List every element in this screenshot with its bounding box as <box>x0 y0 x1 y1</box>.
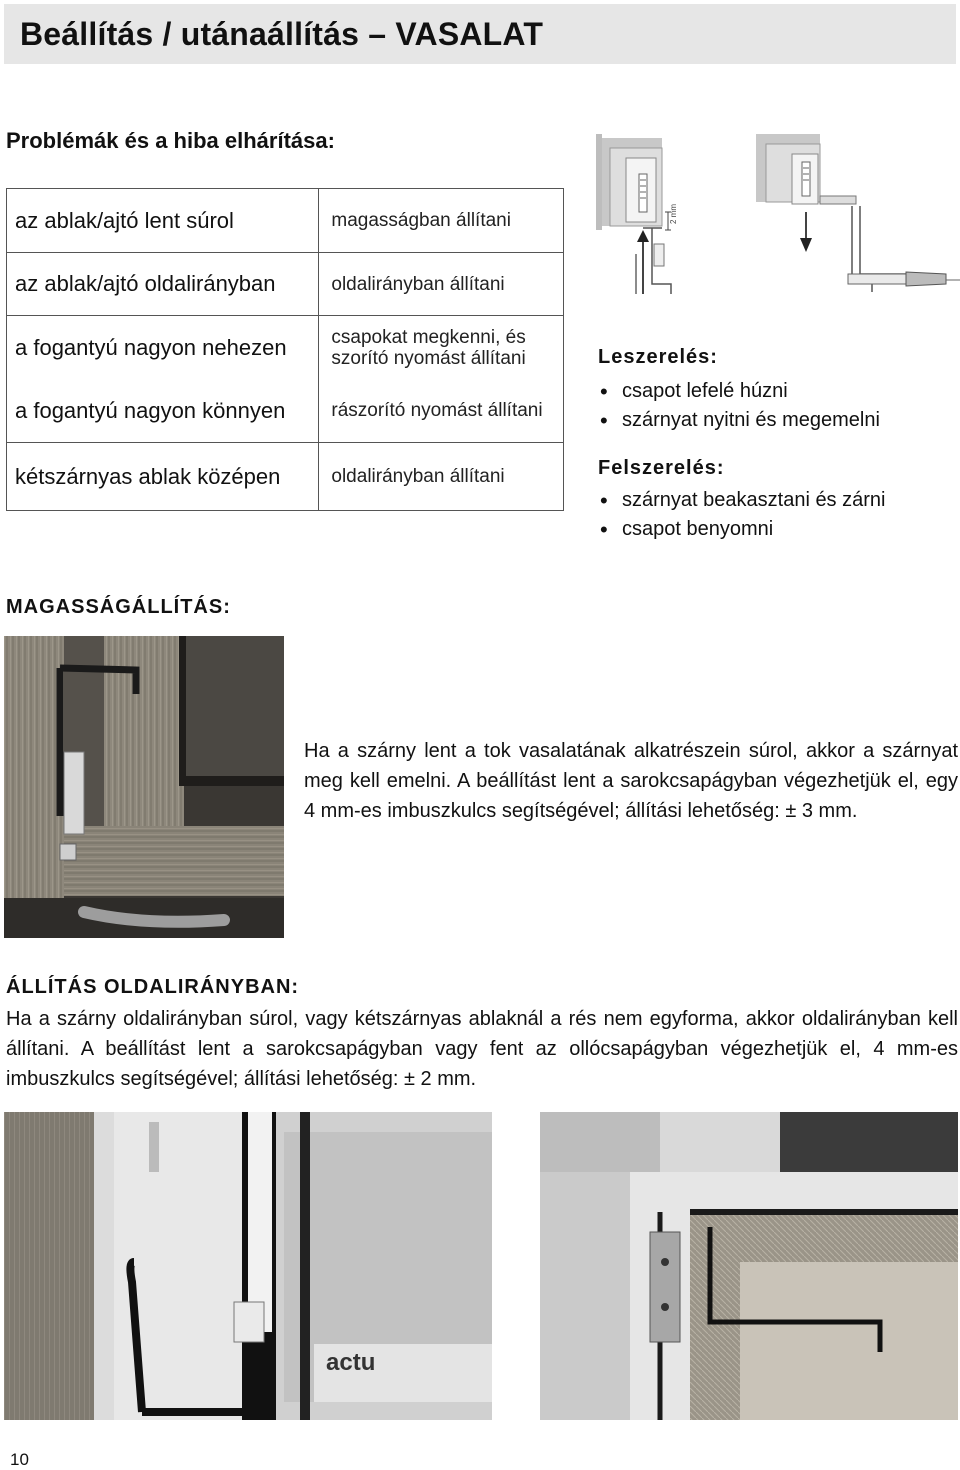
side-adjustment-text: Ha a szárny oldalirányban súrol, vagy kétszárnyas ablaknál a rés nem egyforma, akkor oldalirányban kell állítani. A beállítást lent a sarokcsapágyban vagy fent az ollócsapágyban végezhetjük el, 4 mm-es imbuszkulcs segítségével; állítási lehetőség: ± 2 mm. <box>6 1008 958 1090</box>
side-adjustment-photo-bottom-hinge <box>4 1112 492 1420</box>
problem-cell: a fogantyú nagyon könnyen <box>7 380 319 443</box>
list-item: • csapot benyomni <box>598 515 958 544</box>
side-adjustment-heading: ÁLLÍTÁS OLDALIRÁNYBAN: <box>6 976 300 998</box>
height-adjustment-photo <box>4 636 284 938</box>
page-number: 10 <box>10 1450 29 1469</box>
table-row <box>7 316 564 380</box>
installation-heading: Felszerelés: <box>598 457 725 479</box>
installation-list <box>598 486 958 544</box>
page-header <box>4 4 956 64</box>
problem-cell: kétszárnyas ablak középen <box>7 443 319 511</box>
pin-distance-label: 2 mm <box>669 204 678 224</box>
table-row <box>7 443 564 511</box>
list-item: • szárnyat nyitni és megemelni <box>598 406 958 435</box>
hinge-diagram-lifting <box>756 134 960 294</box>
problems-heading: Problémák és a hiba elhárítása: <box>6 128 335 153</box>
height-adjustment-text: Ha a szárny lent a tok vasalatának alkatrészein súrol, akkor a szárnyat meg kell emelni. A beállítást lent a sarokcsapágyban végezhetjük el, egy 4 mm-es imbuszkulcs segítségével; állítási lehetőség: ± 3 mm. <box>304 740 958 822</box>
table-row <box>7 253 564 316</box>
list-item: • csapot lefelé húzni <box>598 377 958 406</box>
hinge-diagram-removal <box>596 134 746 294</box>
assembly-instructions <box>598 346 958 544</box>
height-adjustment-heading: MAGASSÁGÁLLÍTÁS: <box>6 596 231 618</box>
problems-table <box>6 188 564 511</box>
solution-cell: csapokat megkenni, és szorító nyomást állítani <box>319 316 564 380</box>
page-title: Beállítás / utánaállítás – VASALAT <box>20 16 544 52</box>
solution-cell: oldalirányban állítani <box>319 253 564 316</box>
problem-cell: a fogantyú nagyon nehezen <box>7 316 319 380</box>
solution-cell: rászorító nyomást állítani <box>319 380 564 443</box>
solution-cell: oldalirányban állítani <box>319 443 564 511</box>
side-adjustment-photo-top-hinge <box>540 1112 958 1420</box>
problem-cell: az ablak/ajtó oldalirányban <box>7 253 319 316</box>
table-row <box>7 189 564 253</box>
list-item: • szárnyat beakasztani és zárni <box>598 486 958 515</box>
problem-cell: az ablak/ajtó lent súrol <box>7 189 319 253</box>
removal-heading: Leszerelés: <box>598 346 718 368</box>
table-row <box>7 380 564 443</box>
removal-list <box>598 377 958 435</box>
brand-mark: actu <box>326 1349 376 1376</box>
solution-cell: magasságban állítani <box>319 189 564 253</box>
